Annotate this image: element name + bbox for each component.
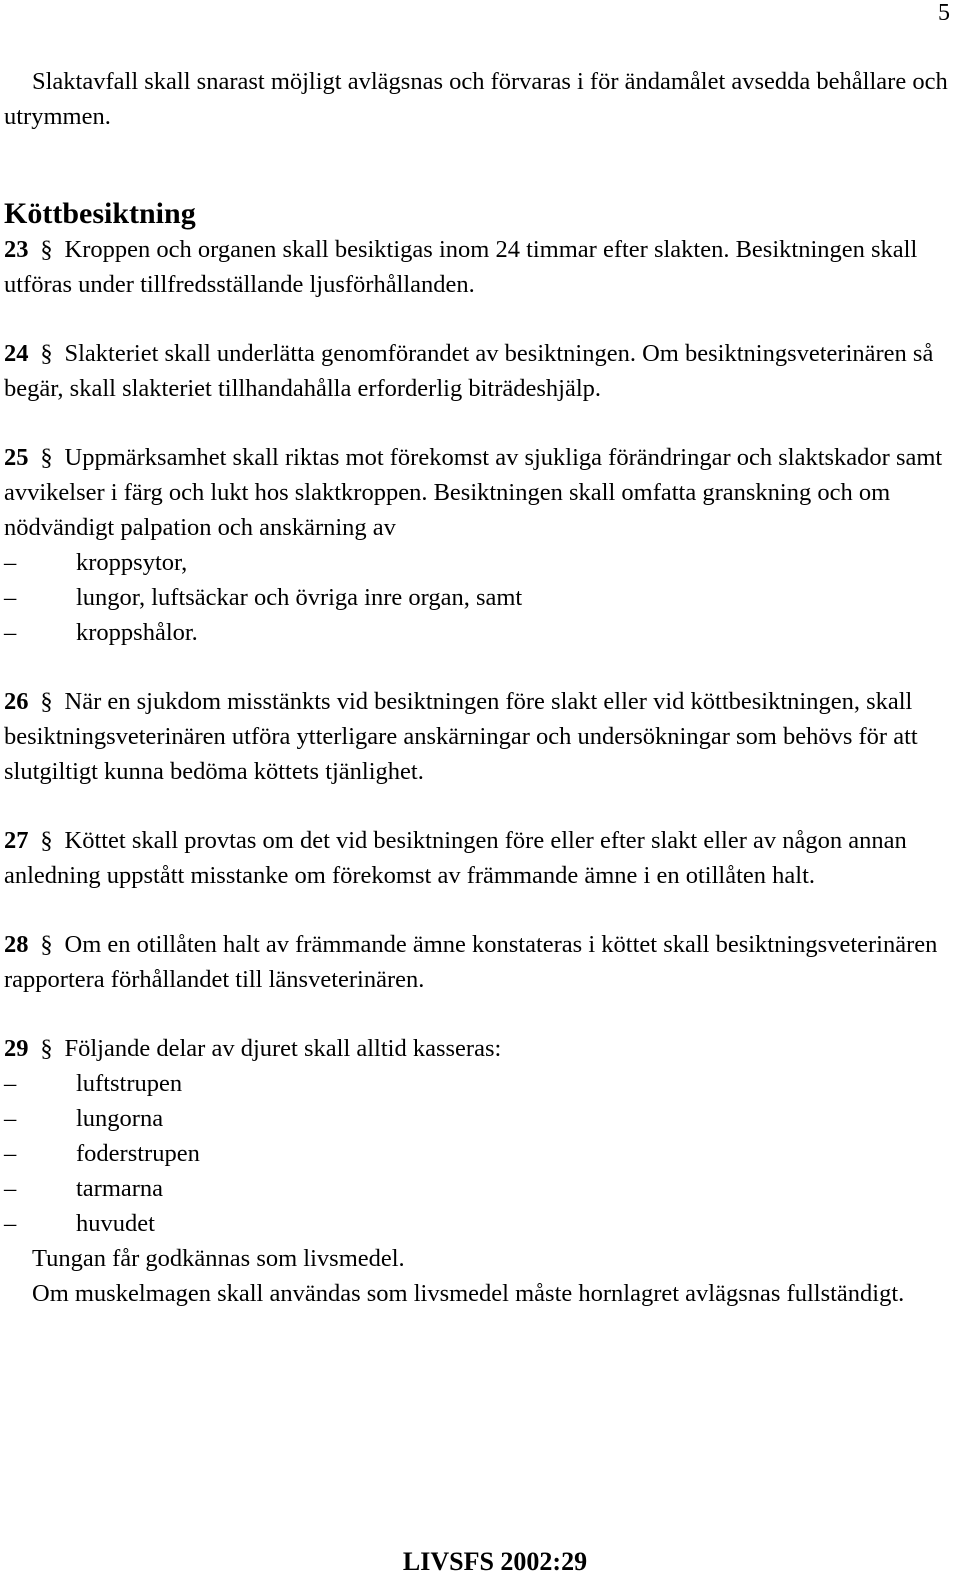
section-sign: § xyxy=(40,236,53,263)
section-heading: Köttbesiktning xyxy=(4,197,196,230)
dash-bullet: – xyxy=(4,1140,17,1167)
dash-bullet: – xyxy=(4,584,17,611)
dash-bullet: – xyxy=(4,1105,17,1132)
list-item: – foderstrupen xyxy=(4,1136,952,1171)
dash-bullet: – xyxy=(4,1175,17,1202)
paragraph-text: Om en otillåten halt av främmande ämne konstateras i köttet skall besiktningsveterinären rapportera förhållandet till länsveterinären. xyxy=(4,931,938,993)
paragraph-25-body xyxy=(4,440,952,545)
section-sign: § xyxy=(40,688,53,715)
note-tongue: Tungan får godkännas som livsmedel. xyxy=(32,1245,405,1272)
paragraph-28 xyxy=(4,927,952,997)
dash-bullet: – xyxy=(4,549,17,576)
dash-bullet: – xyxy=(4,1210,17,1237)
list-item: – tarmarna xyxy=(4,1171,952,1206)
paragraph-number: 25 xyxy=(4,444,29,471)
paragraph-text: Kroppen och organen skall besiktigas inom 24 timmar efter slakten. Besiktningen skall utföras under tillfredsställande ljusförhållanden. xyxy=(4,236,918,298)
paragraph-number: 24 xyxy=(4,340,29,367)
paragraph-number: 29 xyxy=(4,1035,29,1062)
paragraph-23 xyxy=(4,232,952,302)
dash-bullet: – xyxy=(4,1070,17,1097)
paragraph-29-body xyxy=(4,1031,952,1066)
paragraph-text: När en sjukdom misstänkts vid besiktningen före slakt eller vid köttbesiktningen, skall besiktningsveterinären utföra ytterligare anskärningar och undersökningar som behövs för att slutgiltigt kunna bedöma köttets tjänlighet. xyxy=(4,688,918,785)
inspection-list xyxy=(4,545,952,650)
note-gizzard: Om muskelmagen skall användas som livsmedel måste hornlagret avlägsnas fullständigt. xyxy=(32,1280,905,1307)
list-item: – huvudet xyxy=(4,1206,952,1241)
paragraph-number: 23 xyxy=(4,236,29,263)
paragraph-text: Slakteriet skall underlätta genomförandet av besiktningen. Om besiktningsveterinären så begär, skall slakteriet tillhandahålla erforderlig biträdeshjälp. xyxy=(4,340,934,402)
discard-list xyxy=(4,1066,952,1241)
paragraph-number: 26 xyxy=(4,688,29,715)
paragraph-29 xyxy=(4,1031,952,1311)
document-reference-footer: LIVSFS 2002:29 xyxy=(402,1547,588,1576)
paragraph-number: 28 xyxy=(4,931,29,958)
paragraph-25 xyxy=(4,440,952,650)
intro-paragraph: Slaktavfall skall snarast möjligt avlägsnas och förvaras i för ändamålet avsedda behållare och utrymmen. xyxy=(4,68,948,130)
list-item: – kroppsytor, xyxy=(4,545,952,580)
paragraph-text: Uppmärksamhet skall riktas mot förekomst av sjukliga förändringar och slaktskador samt avvikelser i färg och lukt hos slaktkroppen. Besiktningen skall omfatta granskning och om nödvändigt palpation och anskärning av xyxy=(4,444,943,541)
section-sign: § xyxy=(40,340,53,367)
paragraph-text: Köttet skall provtas om det vid besiktningen före eller efter slakt eller av någon annan anledning uppstått misstanke om förekomst av främmande ämne i en otillåten halt. xyxy=(4,827,907,889)
paragraph-text: Följande delar av djuret skall alltid kasseras: xyxy=(64,1035,502,1062)
page-number: 5 xyxy=(938,0,950,26)
paragraph-26 xyxy=(4,684,952,789)
paragraph-27 xyxy=(4,823,952,893)
document-body xyxy=(4,64,952,1311)
list-item: – lungorna xyxy=(4,1101,952,1136)
dash-bullet: – xyxy=(4,619,17,646)
paragraph-24 xyxy=(4,336,952,406)
section-sign: § xyxy=(40,931,53,958)
section-sign: § xyxy=(40,444,53,471)
list-item: – kroppshålor. xyxy=(4,615,952,650)
paragraph-number: 27 xyxy=(4,827,29,854)
section-sign: § xyxy=(40,1035,53,1062)
section-sign: § xyxy=(40,827,53,854)
list-item: – lungor, luftsäckar och övriga inre organ, samt xyxy=(4,580,952,615)
list-item: – luftstrupen xyxy=(4,1066,952,1101)
